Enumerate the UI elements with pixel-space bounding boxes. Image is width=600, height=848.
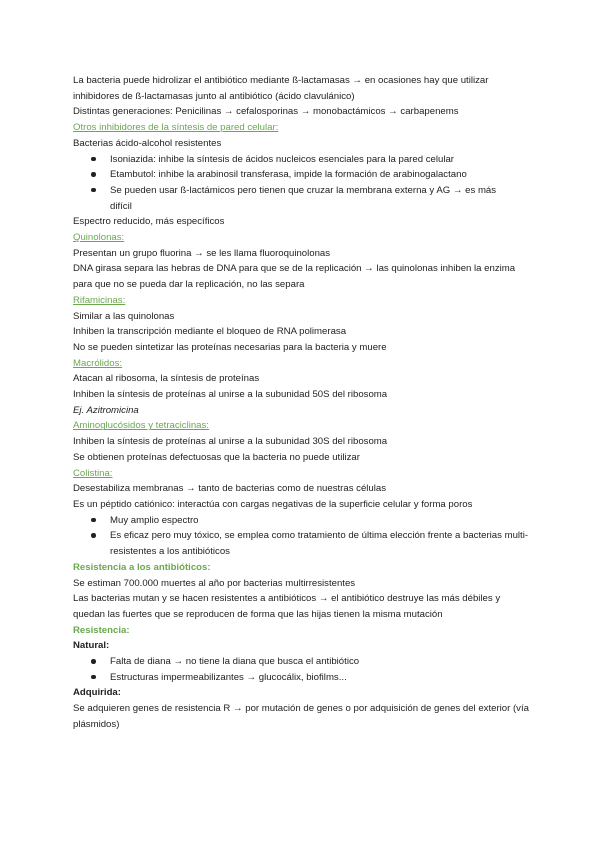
bullet-icon (91, 157, 96, 162)
paragraph: Las bacterias mutan y se hacen resistentes a antibióticos → el antibiótico destruye las más débiles y quedan las fuertes que se reproducen de forma que las hijas tienen la misma mutación (73, 593, 501, 620)
paragraph: Inhiben la transcripción mediante el bloqueo de RNA polimerasa (73, 326, 347, 338)
paragraph: Bacterias ácido-alcohol resistentes (73, 137, 222, 149)
paragraph: DNA girasa separa las hebras de DNA para que se de la replicación → las quinolonas inhiben la enzima para que no se pueda dar la replicación, no las separa (73, 263, 516, 291)
paragraph: Distintas generaciones: Penicilinas → cefalosporinas → monobactámicos → carbapenems (73, 106, 459, 118)
paragraph: Inhiben la síntesis de proteínas al unirse a la subunidad 50S del ribosoma (73, 389, 388, 401)
bullet-icon (91, 533, 96, 538)
list-item: Es eficaz pero muy tóxico, se emplea como tratamiento de última elección frente a bacterias multi-resistentes a los antibióticos (73, 528, 533, 559)
subheading: Adquirida: (73, 687, 121, 699)
list-item: Estructuras impermeabilizantes → glucocálix, biofilms... (73, 670, 533, 686)
section-heading: Rifamicinas: (73, 294, 126, 306)
bullet-list (73, 654, 533, 685)
paragraph: Desestabiliza membranas → tanto de bacterias como de nuestras células (73, 483, 387, 495)
example-text: Ej. Azitromicina (73, 404, 139, 416)
section-heading: Colistina: (73, 467, 113, 479)
list-item: Falta de diana → no tiene la diana que busca el antibiótico (73, 654, 533, 670)
paragraph: Similar a las quinolonas (73, 310, 175, 322)
paragraph: Se adquieren genes de resistencia R → por mutación de genes o por adquisición de genes del exterior (vía plásmidos) (73, 703, 529, 730)
subheading: Natural: (73, 640, 110, 652)
paragraph: No se pueden sintetizar las proteínas necesarias para la bacteria y muere (73, 341, 387, 353)
section-heading: Macrólidos: (73, 357, 123, 369)
paragraph: Inhiben la síntesis de proteínas al unirse a la subunidad 30S del ribosoma (73, 436, 388, 448)
section-heading: Quinolonas: (73, 232, 125, 244)
section-heading: Resistencia a los antibióticos: (73, 561, 211, 573)
paragraph: Presentan un grupo fluorina → se les llama fluoroquinolonas (73, 247, 331, 259)
bullet-icon (91, 188, 96, 193)
paragraph: Es un péptido catiónico: interactúa con cargas negativas de la superficie celular y forma poros (73, 498, 473, 510)
document-body (73, 73, 533, 733)
bullet-icon (91, 172, 96, 177)
paragraph: La bacteria puede hidrolizar el antibiótico mediante ß-lactamasas → en ocasiones hay que utilizar inhibidores de ß-lactamasas junto al antibiótico (ácido clavulánico) (73, 75, 489, 102)
paragraph: Se estiman 700.000 muertes al año por bacterias multirresistentes (73, 577, 356, 589)
list-item: Se pueden usar ß-lactámicos pero tienen que cruzar la membrana externa y AG → es más difícil (73, 183, 533, 214)
bullet-icon (91, 659, 96, 664)
section-heading: Otros inhibidores de la síntesis de pared celular: (73, 122, 279, 134)
section-heading: Aminoglucósidos y tetraciclinas: (73, 420, 209, 432)
paragraph: Se obtienen proteínas defectuosas que la bacteria no puede utilizar (73, 451, 360, 463)
bullet-list (73, 513, 533, 560)
list-item: Muy amplio espectro (73, 513, 533, 529)
bullet-list (73, 152, 533, 215)
list-item: Etambutol: inhibe la arabinosil transferasa, impide la formación de arabinogalactano (73, 167, 533, 183)
paragraph: Atacan al ribosoma, la síntesis de proteínas (73, 373, 260, 385)
list-item: Isoniazida: inhibe la síntesis de ácidos nucleicos esenciales para la pared celular (73, 152, 533, 168)
bullet-icon (91, 518, 96, 523)
paragraph: Espectro reducido, más específicos (73, 216, 225, 228)
bullet-icon (91, 675, 96, 680)
section-heading: Resistencia: (73, 624, 130, 636)
